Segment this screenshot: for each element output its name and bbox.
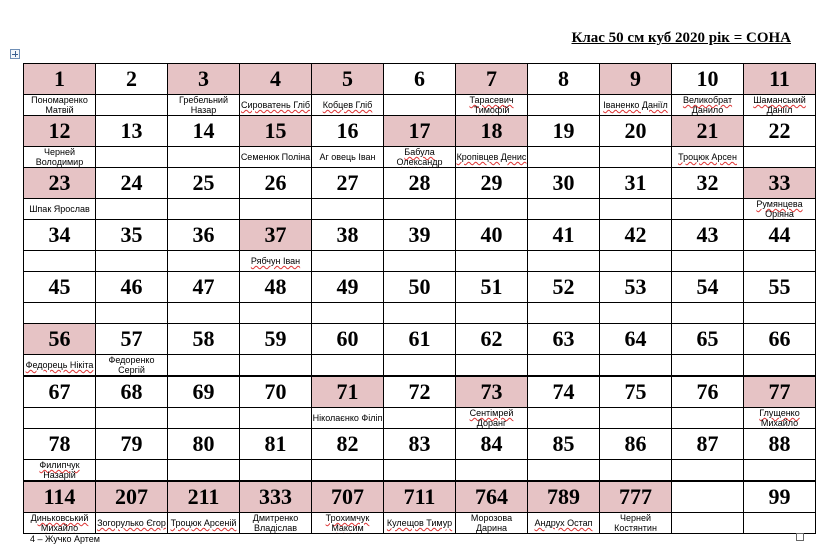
cell-number[interactable]: 45 — [24, 272, 96, 303]
cell-name[interactable] — [528, 408, 600, 429]
name-row — [24, 251, 816, 272]
cell-number[interactable]: 37 — [240, 220, 312, 251]
cell-name[interactable] — [528, 355, 600, 377]
cell-name[interactable] — [168, 408, 240, 429]
cell-name[interactable] — [384, 199, 456, 220]
cell-name[interactable] — [528, 147, 600, 168]
cell-number[interactable]: 3 — [168, 64, 240, 95]
cell-name[interactable] — [96, 355, 168, 377]
cell-number[interactable]: 711 — [384, 481, 456, 513]
cell-number[interactable]: 78 — [24, 429, 96, 460]
cell-name[interactable] — [24, 251, 96, 272]
cell-name[interactable] — [312, 147, 384, 168]
name-row — [24, 513, 816, 534]
cell-name[interactable] — [168, 460, 240, 482]
cell-number[interactable]: 53 — [600, 272, 672, 303]
cell-number[interactable]: 11 — [744, 64, 816, 95]
cell-name[interactable] — [168, 199, 240, 220]
cell-number[interactable]: 24 — [96, 168, 168, 199]
number-grid-table — [23, 63, 816, 534]
cell-name[interactable] — [240, 147, 312, 168]
cell-number[interactable]: 43 — [672, 220, 744, 251]
cell-number[interactable]: 38 — [312, 220, 384, 251]
cell-number[interactable]: 48 — [240, 272, 312, 303]
cell-name[interactable] — [600, 147, 672, 168]
cell-number[interactable]: 207 — [96, 481, 168, 513]
cell-name[interactable] — [744, 408, 816, 429]
student-name: Кобцев Гліб — [322, 100, 373, 110]
number-row — [24, 429, 816, 460]
number-row — [24, 272, 816, 303]
cell-name[interactable] — [384, 460, 456, 482]
cell-name[interactable] — [168, 355, 240, 377]
cell-number[interactable]: 44 — [744, 220, 816, 251]
student-name: Дмитренко Владіслав — [252, 513, 299, 533]
cell-number[interactable]: 707 — [312, 481, 384, 513]
cell-name[interactable] — [240, 355, 312, 377]
cell-number[interactable]: 69 — [168, 376, 240, 408]
cell-number[interactable]: 55 — [744, 272, 816, 303]
name-row — [24, 408, 816, 429]
cell-number[interactable]: 28 — [384, 168, 456, 199]
student-name: Великобрат Данило — [682, 95, 733, 115]
cell-name[interactable] — [384, 251, 456, 272]
student-name: Семенюк Поліна — [240, 152, 311, 162]
cell-number[interactable]: 14 — [168, 116, 240, 147]
cell-number[interactable]: 8 — [528, 64, 600, 95]
cell-name[interactable] — [600, 460, 672, 482]
cell-name[interactable] — [600, 303, 672, 324]
cell-number[interactable]: 87 — [672, 429, 744, 460]
cell-number[interactable]: 73 — [456, 376, 528, 408]
cell-name[interactable] — [744, 513, 816, 534]
cell-name[interactable] — [168, 303, 240, 324]
cell-number[interactable]: 79 — [96, 429, 168, 460]
cell-number[interactable]: 58 — [168, 324, 240, 355]
cell-number[interactable]: 211 — [168, 481, 240, 513]
cell-name[interactable] — [24, 199, 96, 220]
student-name: Трохимчук Максим — [325, 513, 370, 533]
cell-name[interactable] — [240, 513, 312, 534]
cell-number[interactable]: 56 — [24, 324, 96, 355]
cell-number[interactable]: 82 — [312, 429, 384, 460]
cell-number[interactable]: 63 — [528, 324, 600, 355]
name-row — [24, 95, 816, 116]
cell-name[interactable] — [456, 408, 528, 429]
cell-name[interactable] — [744, 355, 816, 377]
cell-number[interactable]: 74 — [528, 376, 600, 408]
cell-name[interactable] — [672, 355, 744, 377]
cell-name[interactable] — [600, 199, 672, 220]
cell-number[interactable]: 20 — [600, 116, 672, 147]
cell-number[interactable]: 99 — [744, 481, 816, 513]
cell-number[interactable]: 40 — [456, 220, 528, 251]
student-name: Гребельний Назар — [178, 95, 228, 115]
student-name: Рябчун Іван — [250, 256, 301, 266]
cell-name[interactable] — [384, 303, 456, 324]
cell-name[interactable] — [672, 460, 744, 482]
name-row — [24, 355, 816, 377]
table-resize-handle-icon[interactable] — [796, 533, 804, 541]
table-move-handle-icon[interactable] — [10, 49, 20, 59]
cell-number[interactable]: 12 — [24, 116, 96, 147]
cell-number[interactable]: 16 — [312, 116, 384, 147]
cell-number[interactable]: 57 — [96, 324, 168, 355]
footer-note: 4 – Жучко Артем — [30, 534, 100, 544]
cell-number[interactable]: 789 — [528, 481, 600, 513]
cell-name[interactable] — [312, 95, 384, 116]
student-name: Аг овець Іван — [319, 152, 376, 162]
cell-name[interactable] — [240, 408, 312, 429]
student-name: Шпак Ярослав — [29, 204, 90, 214]
cell-name[interactable] — [384, 95, 456, 116]
cell-name[interactable] — [456, 513, 528, 534]
cell-name[interactable] — [744, 199, 816, 220]
cell-number[interactable]: 66 — [744, 324, 816, 355]
cell-number[interactable]: 4 — [240, 64, 312, 95]
cell-number[interactable]: 52 — [528, 272, 600, 303]
cell-name[interactable] — [240, 199, 312, 220]
cell-number[interactable]: 18 — [456, 116, 528, 147]
cell-name[interactable] — [168, 147, 240, 168]
cell-number[interactable]: 114 — [24, 481, 96, 513]
cell-name[interactable] — [312, 199, 384, 220]
cell-number[interactable]: 81 — [240, 429, 312, 460]
cell-name[interactable] — [384, 355, 456, 377]
student-name: Шаманський Даніїл — [753, 95, 806, 115]
cell-name[interactable] — [96, 95, 168, 116]
student-name: Румянцева Оріяна — [756, 199, 803, 219]
cell-name[interactable] — [240, 460, 312, 482]
student-name: Троцюк Арсеній — [170, 518, 237, 528]
cell-number[interactable]: 22 — [744, 116, 816, 147]
name-row — [24, 147, 816, 168]
cell-number[interactable]: 67 — [24, 376, 96, 408]
cell-name[interactable] — [600, 513, 672, 534]
cell-number[interactable]: 10 — [672, 64, 744, 95]
cell-name[interactable] — [312, 251, 384, 272]
cell-name[interactable] — [600, 408, 672, 429]
name-row — [24, 199, 816, 220]
cell-name[interactable] — [528, 460, 600, 482]
cell-name[interactable] — [24, 355, 96, 377]
cell-name[interactable] — [384, 408, 456, 429]
cell-name[interactable] — [672, 303, 744, 324]
name-row — [24, 303, 816, 324]
cell-name[interactable] — [312, 408, 384, 429]
cell-number[interactable]: 21 — [672, 116, 744, 147]
cell-number[interactable]: 5 — [312, 64, 384, 95]
cell-number[interactable]: 62 — [456, 324, 528, 355]
cell-number[interactable]: 70 — [240, 376, 312, 408]
cell-name[interactable] — [384, 513, 456, 534]
cell-number[interactable]: 17 — [384, 116, 456, 147]
cell-name[interactable] — [744, 251, 816, 272]
cell-name[interactable] — [456, 147, 528, 168]
cell-name[interactable] — [96, 408, 168, 429]
student-name: Кулещов Тимур — [386, 518, 453, 528]
cell-number[interactable]: 86 — [600, 429, 672, 460]
cell-number[interactable]: 32 — [672, 168, 744, 199]
student-name: Кропівцев Денис — [456, 152, 527, 162]
student-name: Филипчук Назарій — [39, 460, 80, 480]
cell-number[interactable]: 50 — [384, 272, 456, 303]
cell-name[interactable] — [168, 513, 240, 534]
cell-number[interactable]: 23 — [24, 168, 96, 199]
cell-name[interactable] — [96, 303, 168, 324]
student-name: Сироватень Гліб — [241, 100, 310, 110]
cell-number[interactable]: 36 — [168, 220, 240, 251]
cell-number[interactable]: 33 — [744, 168, 816, 199]
student-name: Бабула Олександр — [396, 147, 443, 167]
cell-name[interactable] — [456, 251, 528, 272]
number-row — [24, 220, 816, 251]
cell-name[interactable] — [456, 460, 528, 482]
cell-name[interactable] — [240, 303, 312, 324]
cell-number[interactable]: 31 — [600, 168, 672, 199]
cell-name[interactable] — [96, 147, 168, 168]
cell-number[interactable]: 42 — [600, 220, 672, 251]
cell-name[interactable] — [600, 355, 672, 377]
cell-name[interactable] — [672, 147, 744, 168]
cell-number[interactable]: 72 — [384, 376, 456, 408]
cell-number[interactable]: 47 — [168, 272, 240, 303]
cell-name[interactable] — [168, 251, 240, 272]
cell-number[interactable]: 41 — [528, 220, 600, 251]
cell-name[interactable] — [96, 199, 168, 220]
cell-name[interactable] — [24, 95, 96, 116]
cell-name[interactable] — [528, 303, 600, 324]
student-name: Федорець Нікіта — [25, 360, 94, 370]
cell-number[interactable]: 2 — [96, 64, 168, 95]
number-row — [24, 116, 816, 147]
cell-number[interactable]: 60 — [312, 324, 384, 355]
cell-name[interactable] — [24, 303, 96, 324]
cell-name[interactable] — [456, 355, 528, 377]
student-name: Черней Костянтин — [614, 513, 657, 533]
student-name: Ніколаєнко Філіп — [312, 413, 383, 423]
cell-number[interactable]: 7 — [456, 64, 528, 95]
cell-name[interactable] — [24, 513, 96, 534]
number-row — [24, 376, 816, 408]
cell-name[interactable] — [744, 303, 816, 324]
cell-name[interactable] — [456, 95, 528, 116]
cell-number[interactable]: 84 — [456, 429, 528, 460]
cell-name[interactable] — [528, 95, 600, 116]
cell-name[interactable] — [240, 95, 312, 116]
document-title: Клас 50 см куб 2020 рік = СОНА — [571, 30, 791, 46]
cell-number[interactable]: 30 — [528, 168, 600, 199]
cell-name[interactable] — [456, 199, 528, 220]
cell-name[interactable] — [672, 513, 744, 534]
student-name: Троцюк Арсен — [678, 152, 737, 162]
cell-name[interactable] — [600, 251, 672, 272]
cell-name[interactable] — [600, 95, 672, 116]
cell-name[interactable] — [168, 95, 240, 116]
cell-name[interactable] — [528, 251, 600, 272]
cell-name[interactable] — [96, 513, 168, 534]
name-row — [24, 460, 816, 482]
cell-number[interactable]: 764 — [456, 481, 528, 513]
cell-name[interactable] — [672, 199, 744, 220]
cell-number[interactable]: 27 — [312, 168, 384, 199]
student-name: Іваненко Даніїл — [603, 100, 668, 110]
cell-number[interactable]: 59 — [240, 324, 312, 355]
student-name: Пономаренко Матвій — [31, 95, 88, 115]
cell-name[interactable] — [672, 408, 744, 429]
student-name: Зогорулько Єгор — [97, 518, 166, 528]
cell-name[interactable] — [240, 251, 312, 272]
cell-name[interactable] — [528, 513, 600, 534]
cell-number[interactable]: 35 — [96, 220, 168, 251]
cell-name[interactable] — [312, 513, 384, 534]
cell-name[interactable] — [744, 147, 816, 168]
cell-number[interactable]: 19 — [528, 116, 600, 147]
student-name: Андрух Остап — [534, 518, 593, 528]
cell-number[interactable]: 61 — [384, 324, 456, 355]
cell-name[interactable] — [24, 147, 96, 168]
cell-number[interactable]: 64 — [600, 324, 672, 355]
number-row — [24, 168, 816, 199]
cell-number[interactable]: 46 — [96, 272, 168, 303]
cell-number[interactable]: 34 — [24, 220, 96, 251]
cell-number[interactable]: 83 — [384, 429, 456, 460]
cell-number[interactable]: 65 — [672, 324, 744, 355]
cell-name[interactable] — [672, 95, 744, 116]
cell-number[interactable]: 1 — [24, 64, 96, 95]
cell-number[interactable]: 333 — [240, 481, 312, 513]
number-row — [24, 481, 816, 513]
cell-name[interactable] — [384, 147, 456, 168]
cell-name[interactable] — [312, 303, 384, 324]
cell-number[interactable]: 39 — [384, 220, 456, 251]
student-name: Диньковський Михайло — [30, 513, 89, 533]
cell-number[interactable]: 29 — [456, 168, 528, 199]
cell-number[interactable] — [672, 481, 744, 513]
cell-number[interactable]: 15 — [240, 116, 312, 147]
cell-number[interactable]: 68 — [96, 376, 168, 408]
cell-name[interactable] — [96, 460, 168, 482]
cell-number[interactable]: 75 — [600, 376, 672, 408]
cell-name[interactable] — [24, 460, 96, 482]
number-row — [24, 64, 816, 95]
cell-name[interactable] — [744, 95, 816, 116]
student-name: Глущенко Михайло — [759, 408, 800, 428]
student-name: Морозова Дарина — [470, 513, 513, 533]
cell-number[interactable]: 777 — [600, 481, 672, 513]
cell-number[interactable]: 9 — [600, 64, 672, 95]
cell-name[interactable] — [312, 355, 384, 377]
student-name: Черней Володимир — [35, 147, 84, 167]
cell-number[interactable]: 77 — [744, 376, 816, 408]
cell-number[interactable]: 51 — [456, 272, 528, 303]
student-name: Федоренко Сергій — [108, 355, 155, 375]
cell-number[interactable]: 49 — [312, 272, 384, 303]
cell-name[interactable] — [456, 303, 528, 324]
cell-name[interactable] — [672, 251, 744, 272]
student-name: Тарасевич Тимофій — [469, 95, 514, 115]
cell-number[interactable]: 88 — [744, 429, 816, 460]
cell-number[interactable]: 85 — [528, 429, 600, 460]
cell-number[interactable]: 76 — [672, 376, 744, 408]
cell-name[interactable] — [24, 408, 96, 429]
cell-number[interactable]: 13 — [96, 116, 168, 147]
cell-number[interactable]: 6 — [384, 64, 456, 95]
student-name: Сентімрей Доранг — [469, 408, 514, 428]
cell-number[interactable]: 54 — [672, 272, 744, 303]
cell-name[interactable] — [312, 460, 384, 482]
cell-name[interactable] — [744, 460, 816, 482]
cell-number[interactable]: 26 — [240, 168, 312, 199]
number-row — [24, 324, 816, 355]
cell-number[interactable]: 80 — [168, 429, 240, 460]
cell-number[interactable]: 71 — [312, 376, 384, 408]
cell-name[interactable] — [528, 199, 600, 220]
cell-number[interactable]: 25 — [168, 168, 240, 199]
cell-name[interactable] — [96, 251, 168, 272]
